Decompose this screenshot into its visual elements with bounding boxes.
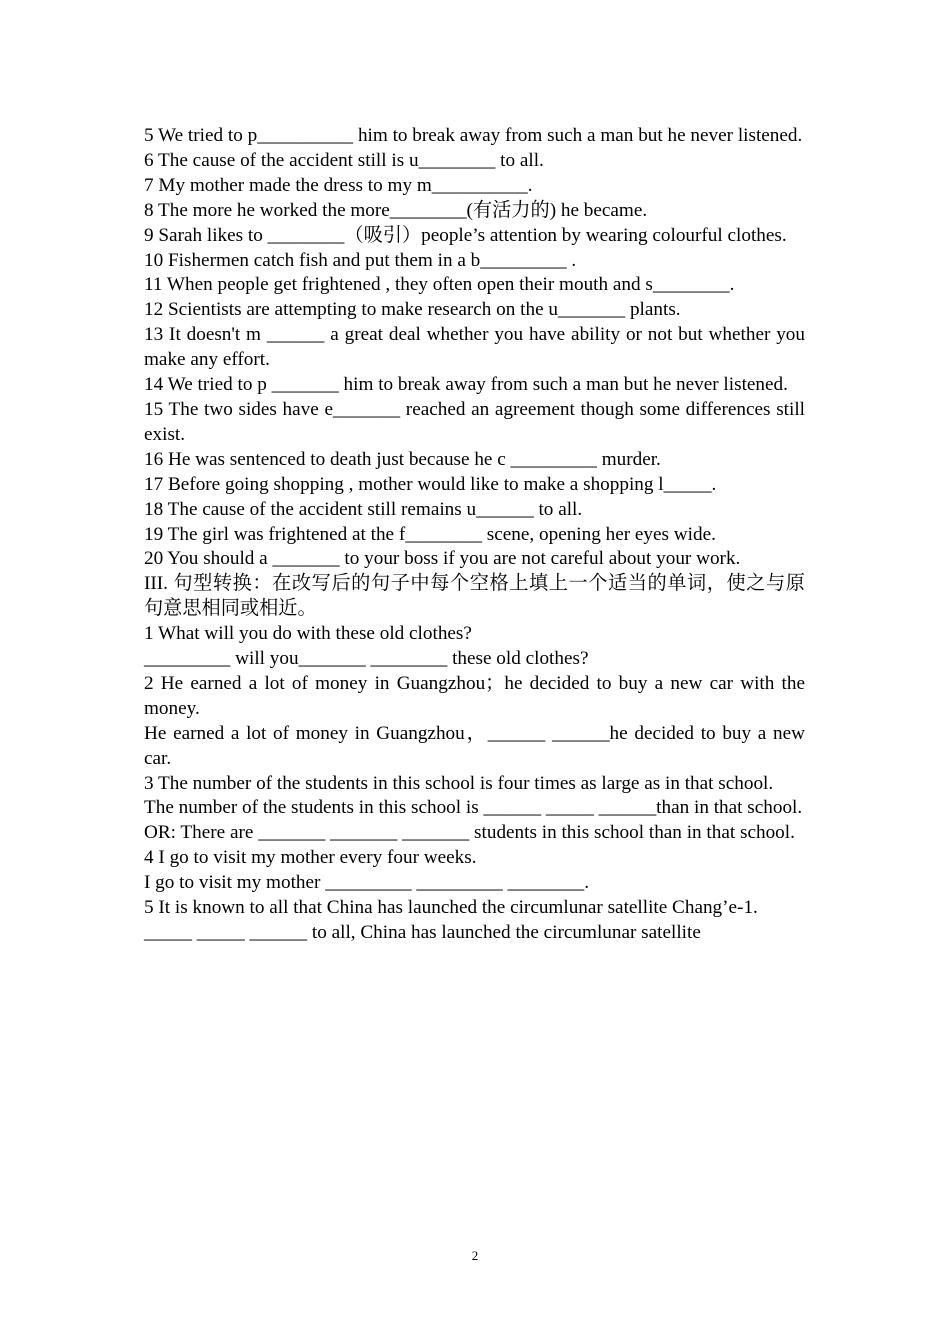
text-line: 9 Sarah likes to ________（吸引）people’s attention by wearing colourful clothes. <box>144 224 787 246</box>
page-body <box>144 124 805 946</box>
text-line: 5 We tried to p__________ him to break away from such a man but he never listened. <box>144 125 803 146</box>
text-line: I go to visit my mother _________ _________ ________. <box>144 872 590 894</box>
text-line: 20 You should a _______ to your boss if you are not careful about your work. <box>144 548 741 570</box>
text-line: 12 Scientists are attempting to make research on the u_______ plants. <box>144 299 681 321</box>
page-number: 2 <box>471 1248 479 1263</box>
text-line: 4 I go to visit my mother every four weeks. <box>144 847 477 869</box>
text-line: 19 The girl was frightened at the f________ scene, opening her eyes wide. <box>144 523 716 545</box>
text-line: 5 It is known to all that China has launched the circumlunar satellite Chang’e-1. <box>144 897 758 919</box>
text-line: _____ _____ ______ to all, China has launched the circumlunar satellite <box>144 922 701 943</box>
text-line: 1 What will you do with these old clothes? <box>144 623 472 645</box>
text-line: 13 It doesn't m ______ a great deal whether you have ability or not but whether you make any effort. <box>144 324 805 371</box>
text-line: 10 Fishermen catch fish and put them in a b_________ . <box>144 249 577 271</box>
text-line: 18 The cause of the accident still remains u______ to all. <box>144 498 583 520</box>
text-line: 11 When people get frightened , they often open their mouth and s________. <box>144 274 735 296</box>
text-line: OR: There are _______ _______ _______ students in this school than in that school. <box>144 822 795 844</box>
text-line: 7 My mother made the dress to my m__________. <box>144 174 533 196</box>
text-line: _________ will you_______ ________ these old clothes? <box>144 648 589 670</box>
text-line: The number of the students in this school is ______ _____ ______than in that school. <box>144 797 803 819</box>
text-line: 6 The cause of the accident still is u________ to all. <box>144 149 544 171</box>
text-line: 3 The number of the students in this school is four times as large as in that school. <box>144 772 774 794</box>
text-line: 16 He was sentenced to death just because he c _________ murder. <box>144 448 661 470</box>
section-heading: III. 句型转换：在改写后的句子中每个空格上填上一个适当的单词，使之与原句意思相同或相近。 <box>144 573 805 620</box>
text-line: 15 The two sides have e_______ reached an agreement though some differences still exist. <box>144 398 805 445</box>
text-line: 14 We tried to p _______ him to break away from such a man but he never listened. <box>144 374 788 396</box>
text-line: 17 Before going shopping , mother would like to make a shopping l_____. <box>144 473 717 495</box>
text-line: He earned a lot of money in Guangzhou，______ ______he decided to buy a new car. <box>144 722 805 769</box>
text-line: 8 The more he worked the more________(有活力的) he became. <box>144 199 648 221</box>
text-line: 2 He earned a lot of money in Guangzhou；he decided to buy a new car with the money. <box>144 672 805 719</box>
